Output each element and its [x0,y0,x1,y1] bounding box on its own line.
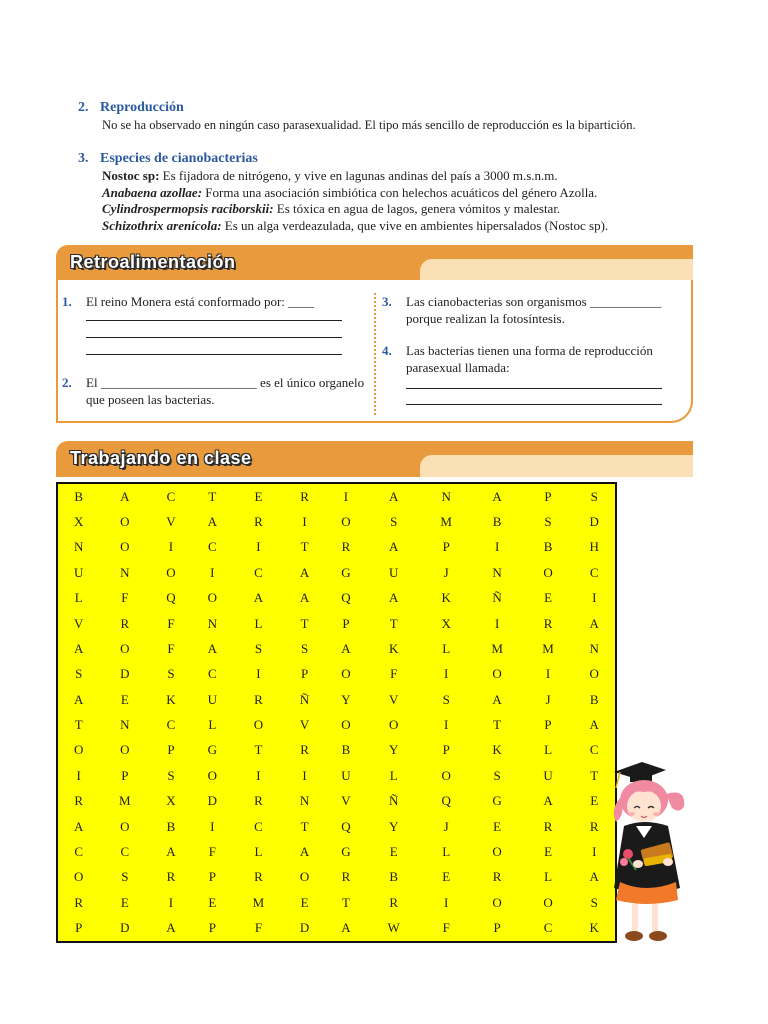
grid-letter[interactable]: O [492,666,502,682]
grid-letter[interactable]: A [492,691,502,707]
graduate-girl-illustration [606,758,706,948]
grid-letter[interactable]: A [589,869,599,885]
grid-letter[interactable]: B [341,742,351,758]
grid-letter[interactable]: S [493,767,501,783]
species-desc: Es fijadora de nitrógeno, y vive en lagunas andinas del país a 3000 m.s.n.m. [159,168,558,183]
grid-letter[interactable]: P [300,666,309,682]
grid-letter[interactable]: F [254,920,263,936]
grid-letter[interactable]: R [341,539,351,555]
grid-letter[interactable]: I [210,564,215,580]
grid-letter[interactable]: F [121,590,129,606]
grid-letter[interactable]: A [73,691,84,707]
species-name: Nostoc sp: [102,168,160,183]
grid-letter[interactable]: R [589,818,599,834]
grid-letter[interactable]: L [442,843,451,859]
grid-letter[interactable]: A [166,843,176,859]
answer-line[interactable] [406,404,662,405]
grid-letter[interactable]: I [302,767,307,783]
grid-letter[interactable]: E [544,843,553,859]
feedback-divider [374,293,376,415]
grid-letter[interactable]: B [389,869,399,885]
grid-letter[interactable]: S [544,514,552,530]
grid-letter[interactable]: V [73,615,84,631]
grid-letter[interactable]: F [208,843,216,859]
grid-row [58,662,615,687]
grid-letter[interactable]: I [302,514,307,530]
grid-letter[interactable]: Q [341,590,351,606]
grid-letter[interactable]: I [343,488,349,504]
grid-letter[interactable]: O [492,843,502,859]
question-text: que poseen las bacterias. [86,391,215,407]
grid-row [58,915,615,941]
grid-letter[interactable]: V [166,514,176,530]
grid-letter[interactable]: P [493,920,501,936]
grid-letter[interactable]: D [589,514,599,530]
grid-letter[interactable]: P [208,869,216,885]
grid-letter[interactable]: F [167,615,175,631]
grid-letter[interactable]: M [119,793,131,809]
section-title: Reproducción [100,100,184,115]
grid-letter[interactable]: G [341,843,351,859]
question-number: 1. [62,294,72,309]
section-number: 3. [78,151,89,166]
grid-letter[interactable]: J [443,564,449,580]
grid-letter[interactable]: F [442,920,450,936]
grid-letter[interactable]: N [120,564,130,580]
grid-letter[interactable]: A [120,488,130,504]
grid-letter[interactable]: O [543,564,553,580]
grid-letter[interactable]: L [254,615,263,631]
grid-letter[interactable]: M [542,640,554,656]
species-item [102,218,698,235]
species-name: Cylindrospermopsis raciborskii: [102,201,274,216]
grid-letter[interactable]: I [76,767,81,783]
answer-line[interactable] [406,388,662,389]
class-work-banner [56,441,693,477]
grid-letter[interactable]: S [254,640,263,656]
grid-letter[interactable]: D [120,666,130,682]
grid-letter[interactable]: O [341,514,351,530]
question-number: 3. [382,294,392,309]
feedback-title: Retroalimentación [70,252,236,272]
grid-letter[interactable]: A [589,615,599,631]
grid-letter[interactable]: P [167,742,175,758]
grid-letter[interactable]: O [207,767,218,783]
question-text: El ________________________ es el único organelo [86,375,365,390]
grid-letter[interactable]: G [492,793,502,809]
feedback-banner [56,245,693,281]
grid-letter[interactable]: W [387,920,400,936]
grid-letter[interactable]: Q [441,793,451,809]
grid-letter[interactable]: A [388,590,399,606]
question-text: El reino Monera está conformado por: ____ [86,294,315,309]
grid-letter[interactable]: O [120,818,130,834]
grid-letter[interactable]: N [589,640,599,656]
grid-row [58,865,615,890]
grid-row [58,636,615,661]
grid-letter[interactable]: O [441,767,451,783]
grid-letter[interactable]: L [544,869,553,885]
grid-row [58,789,615,814]
grid-letter[interactable]: C [254,564,263,580]
grid-letter[interactable]: R [300,488,309,504]
grid-letter[interactable]: H [589,539,599,555]
species-item [102,201,698,218]
question-text: Las bacterias tienen una forma de reproducción [406,343,653,358]
species-name: Anabaena azollae: [102,184,203,200]
grid-letter[interactable]: M [491,640,503,656]
grid-row [58,586,615,611]
grid-letter[interactable]: I [256,666,261,682]
grid-letter[interactable]: K [492,742,502,758]
grid-letter[interactable]: A [207,640,218,656]
species-name: Schizothrix arenícola: [102,217,222,233]
question-number: 2. [62,375,72,390]
grid-row [58,814,615,839]
grid-letter[interactable]: A [543,793,553,809]
grid-letter[interactable]: B [492,514,502,530]
grid-letter[interactable]: V [341,793,351,809]
grid-row [58,763,615,788]
grid-letter[interactable]: U [388,564,399,580]
grid-letter[interactable]: A [492,488,502,504]
grid-letter[interactable]: E [208,894,217,910]
grid-letter[interactable]: Y [388,742,399,758]
species-list [102,168,698,234]
grid-letter[interactable]: R [300,742,309,758]
grid-letter[interactable]: S [121,869,129,885]
question-2 [62,375,370,408]
grid-letter[interactable]: P [208,920,216,936]
grid-letter[interactable]: C [589,742,599,758]
grid-letter[interactable]: E [300,894,309,910]
species-item [102,168,698,185]
grid-letter[interactable]: A [388,488,399,504]
grid-letter[interactable]: X [441,615,451,631]
grid-letter[interactable]: I [256,767,261,783]
grid-row [58,712,615,737]
grid-letter[interactable]: O [299,869,310,885]
grid-letter[interactable]: I [444,894,449,910]
grid-letter[interactable]: A [299,564,310,580]
grid-letter[interactable]: B [74,488,84,504]
grid-letter[interactable]: I [210,818,215,834]
grid-letter[interactable]: I [168,539,174,555]
grid-letter[interactable]: E [442,869,451,885]
grid-letter[interactable]: U [73,564,84,580]
species-desc: Es tóxica en agua de lagos, genera vómitos y malestar. [273,201,561,216]
grid-letter[interactable]: T [300,539,309,555]
grid-letter[interactable]: O [341,666,351,682]
grid-letter[interactable]: N [207,615,218,631]
grid-letter[interactable]: A [341,920,351,936]
grid-letter[interactable]: A [207,514,218,530]
grid-letter[interactable]: S [167,666,175,682]
grid-row [58,509,615,534]
grid-letter[interactable]: O [388,717,399,733]
grid-letter[interactable]: S [75,666,83,682]
grid-letter[interactable]: R [120,615,130,631]
grid-letter[interactable]: T [300,818,309,834]
grid-letter[interactable]: C [589,564,599,580]
grid-letter[interactable]: B [166,818,176,834]
question-text: Las cianobacterias son organismos ___________ [406,294,662,309]
grid-letter[interactable]: R [74,793,84,809]
grid-letter[interactable]: T [300,615,309,631]
grid-letter[interactable]: A [253,590,264,606]
grid-letter[interactable]: I [494,539,500,555]
grid-letter[interactable]: E [590,793,599,809]
grid-letter[interactable]: J [443,818,449,834]
grid-letter[interactable]: U [341,767,351,783]
grid-letter[interactable]: O [589,666,599,682]
grid-letter[interactable]: P [544,717,552,733]
grid-letter[interactable]: K [166,691,176,707]
grid-letter[interactable]: I [444,717,449,733]
grid-letter[interactable]: S [590,894,598,910]
grid-letter[interactable]: O [492,894,502,910]
grid-letter[interactable]: L [544,742,553,758]
grid-letter[interactable]: C [207,666,217,682]
grid-letter[interactable]: U [207,691,218,707]
banner-highlight [420,259,693,281]
grid-letter[interactable]: T [74,717,83,733]
grid-letter[interactable]: O [120,742,130,758]
grid-letter[interactable]: F [167,640,175,656]
grid-letter[interactable]: R [543,818,553,834]
question-3 [382,294,692,327]
grid-letter[interactable]: D [120,920,130,936]
grid-letter[interactable]: Ñ [492,590,502,606]
grid-row [58,687,615,712]
grid-letter[interactable]: T [389,615,398,631]
grid-letter[interactable]: E [389,843,398,859]
grid-letter[interactable]: T [254,742,263,758]
grid-letter[interactable]: V [388,691,399,707]
grid-letter[interactable]: D [299,920,310,936]
grid-row [58,839,615,864]
question-number: 4. [382,343,392,358]
grid-letter[interactable]: I [592,843,597,859]
grid-letter[interactable]: R [341,869,351,885]
grid-letter[interactable]: A [73,640,84,656]
section-body: No se ha observado en ningún caso parasexualidad. El tipo más sencillo de reproducción es la bipartición. [102,118,636,132]
grid-row [58,611,615,636]
grid-letter[interactable]: A [73,818,84,834]
grid-row [58,535,615,560]
grid-letter[interactable]: S [300,640,309,656]
grid-letter[interactable]: X [73,514,84,530]
grid-letter[interactable]: S [167,767,175,783]
grid-row [58,738,615,763]
grid-letter[interactable]: A [388,539,399,555]
grid-letter[interactable]: L [74,590,83,606]
grid-letter[interactable]: A [589,717,599,733]
grid-letter[interactable]: O [166,564,176,580]
grid-letter[interactable]: N [441,488,451,504]
grid-row [58,484,615,509]
grid-letter[interactable]: R [254,691,263,707]
banner-highlight [420,455,693,477]
answer-line[interactable] [86,320,342,321]
grid-row [58,560,615,585]
grid-letter[interactable]: M [252,894,265,910]
grid-letter[interactable]: O [120,514,130,530]
grid-letter[interactable]: R [166,869,176,885]
grid-letter[interactable]: P [75,920,83,936]
grid-letter[interactable]: R [389,894,399,910]
grid-letter[interactable]: L [208,717,217,733]
grid-letter[interactable]: O [253,717,264,733]
grid-letter[interactable]: I [444,666,449,682]
grid-letter[interactable]: L [254,843,263,859]
grid-letter[interactable]: A [341,640,351,656]
grid-letter[interactable]: K [388,640,399,656]
species-item [102,185,698,202]
grid-letter[interactable]: P [121,767,129,783]
question-text: parasexual llamada: [406,359,510,375]
grid-letter[interactable]: J [545,691,551,707]
grid-letter[interactable]: O [207,590,218,606]
species-desc: Es un alga verdeazulada, que vive en ambientes hipersalados (Nostoc sp). [221,217,609,233]
grid-letter[interactable]: Q [166,590,176,606]
grid-letter[interactable]: L [442,640,451,656]
grid-letter[interactable]: I [545,666,551,682]
answer-line[interactable] [86,337,342,338]
grid-letter[interactable]: R [254,514,263,530]
grid-row [58,890,615,915]
grid-letter[interactable]: I [256,539,261,555]
section-title: Especies de cianobacterias [100,151,258,166]
grid-letter[interactable]: R [254,793,263,809]
grid-letter[interactable]: L [389,767,398,783]
grid-letter[interactable]: Y [388,818,399,834]
grid-letter[interactable]: O [341,717,351,733]
grid-letter[interactable]: C [207,539,217,555]
grid-letter[interactable]: Q [341,818,351,834]
answer-line[interactable] [86,354,342,355]
grid-letter[interactable]: N [299,793,310,809]
section-reproduccion [78,98,698,134]
grid-letter[interactable]: T [208,488,217,504]
question-text: porque realizan la fotosíntesis. [406,310,565,326]
grid-letter[interactable]: C [74,843,84,859]
grid-letter[interactable]: P [342,615,350,631]
grid-letter[interactable]: I [592,590,597,606]
grid-letter[interactable]: F [390,666,398,682]
grid-letter[interactable]: E [254,488,263,504]
grid-letter[interactable]: V [299,717,310,733]
grid-letter[interactable]: G [207,742,218,758]
grid-letter[interactable]: D [207,793,218,809]
grid-letter[interactable]: U [543,767,553,783]
grid-letter[interactable]: A [166,920,176,936]
grid-letter[interactable]: Y [341,691,351,707]
grid-letter[interactable]: T [493,717,502,733]
grid-letter[interactable]: I [168,894,174,910]
question-4 [382,343,692,376]
grid-letter[interactable]: T [590,767,599,783]
grid-letter[interactable]: O [120,539,130,555]
grid-letter[interactable]: O [73,742,84,758]
grid-letter[interactable]: Ñ [299,691,310,707]
grid-letter[interactable]: P [442,539,450,555]
word-search-grid [56,482,617,943]
grid-letter[interactable]: O [120,640,130,656]
grid-letter[interactable]: P [544,488,552,504]
question-1 [62,294,362,311]
class-work-title: Trabajando en clase [70,448,252,468]
grid-letter[interactable]: S [590,488,598,504]
grid-letter[interactable]: O [73,869,84,885]
grid-letter[interactable]: B [543,539,553,555]
grid-letter[interactable]: A [299,590,310,606]
grid-letter[interactable]: R [74,894,84,910]
grid-letter[interactable]: C [543,920,553,936]
grid-letter[interactable]: B [589,691,599,707]
grid-letter[interactable]: I [494,615,500,631]
grid-letter[interactable]: R [543,615,553,631]
grid-letter[interactable]: N [73,539,84,555]
grid-letter[interactable]: K [589,920,599,936]
grid-letter[interactable]: E [120,894,129,910]
grid-letter[interactable]: P [442,742,450,758]
grid-letter[interactable]: C [166,488,176,504]
species-desc: Forma una asociación simbiótica con helechos acuáticos del género Azolla. [202,184,598,200]
grid-letter[interactable]: T [341,894,350,910]
grid-letter[interactable]: E [544,590,553,606]
grid-letter[interactable]: C [254,818,263,834]
grid-letter[interactable]: R [254,869,263,885]
grid-letter[interactable]: O [543,894,553,910]
grid-letter[interactable]: E [120,691,129,707]
grid-letter[interactable]: S [442,691,450,707]
grid-letter[interactable]: N [120,717,130,733]
grid-letter[interactable]: E [493,818,502,834]
grid-letter[interactable]: R [492,869,502,885]
grid-letter[interactable]: X [166,793,176,809]
grid-letter[interactable]: C [166,717,176,733]
grid-letter[interactable]: S [390,514,398,530]
grid-letter[interactable]: A [299,843,310,859]
grid-letter[interactable]: K [441,590,451,606]
grid-letter[interactable]: C [120,843,130,859]
section-number: 2. [78,100,89,115]
grid-letter[interactable]: Ñ [388,793,399,809]
grid-letter[interactable]: N [492,564,502,580]
section-especies [78,149,698,234]
grid-letter[interactable]: G [341,564,351,580]
grid-letter[interactable]: M [440,514,452,530]
